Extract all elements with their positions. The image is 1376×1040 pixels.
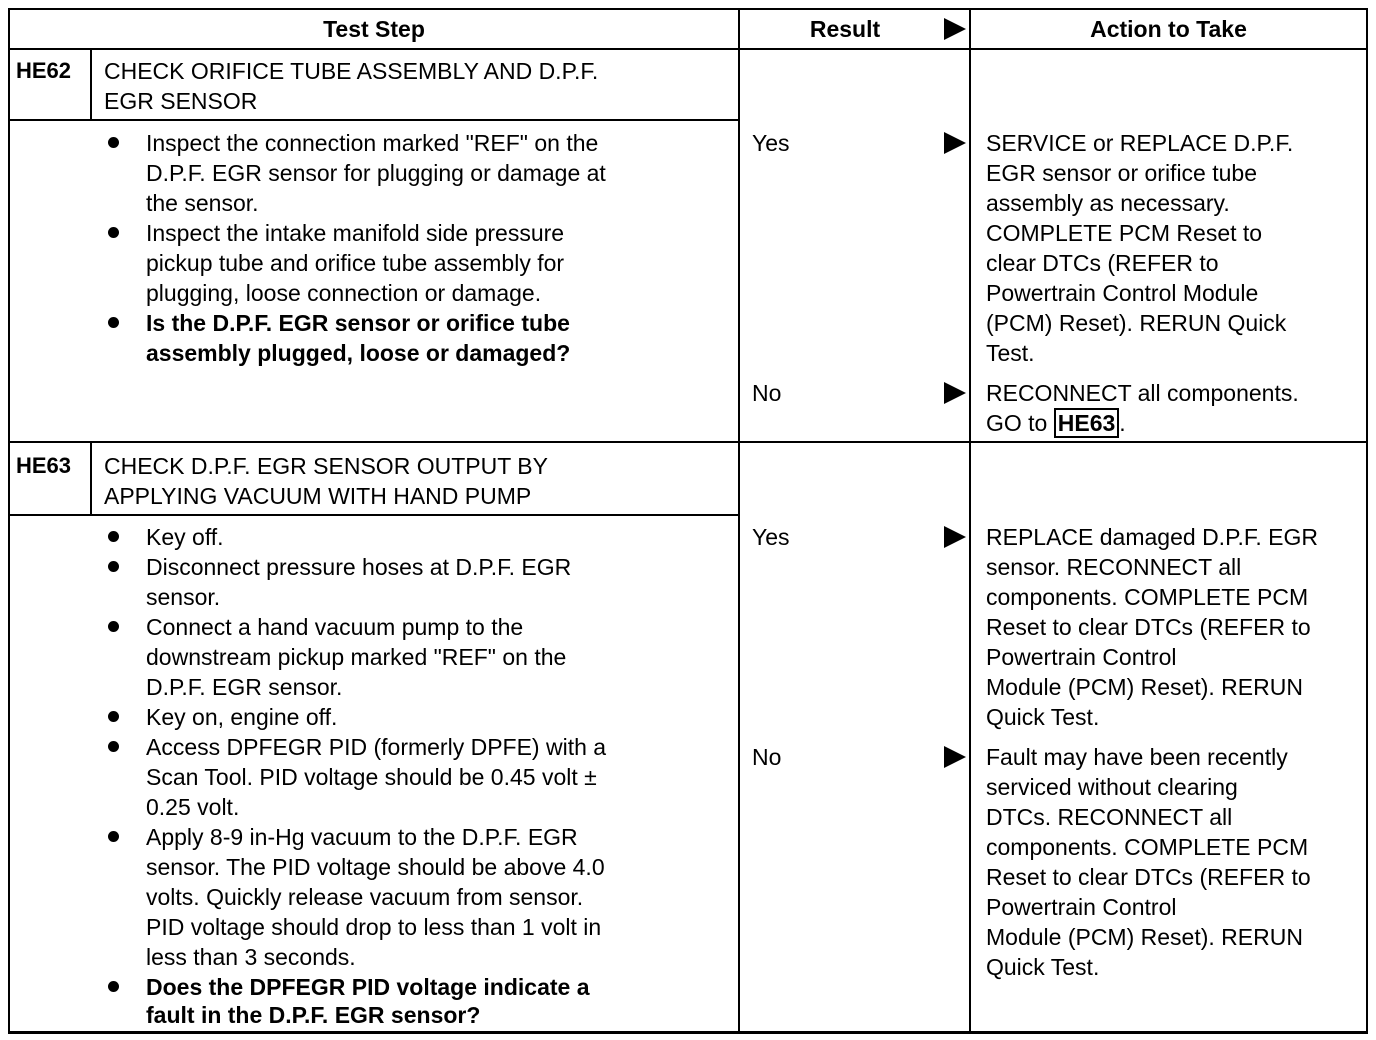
step-instruction-line: Apply 8-9 in-Hg vacuum to the D.P.F. EGR [146,824,578,850]
right-triangle-arrow-icon [944,526,966,548]
step-instruction-line: the sensor. [146,190,259,216]
header-action-to-take: Action to Take [1090,16,1247,42]
step-instruction-line: D.P.F. EGR sensor for plugging or damage at [146,160,606,186]
action-line: components. COMPLETE PCM [986,834,1309,860]
bullet-icon [108,621,119,632]
step-instruction-line: downstream pickup marked "REF" on the [146,644,567,670]
step-instruction-line: pickup tube and orifice tube assembly for [146,250,565,276]
action-line: components. COMPLETE PCM [986,584,1309,610]
step-instruction-line: PID voltage should drop to less than 1 volt in [146,914,602,940]
goto-prefix: GO to [986,410,1048,436]
step-instruction-line: Key off. [146,524,224,550]
action-line: DTCs. RECONNECT all [986,804,1233,830]
step-instruction-line: Connect a hand vacuum pump to the [146,614,524,640]
table-top-border [8,8,1368,10]
step-instruction-line: Inspect the connection marked "REF" on the [146,130,599,156]
table-bottom-border [8,1031,1368,1034]
bullet-icon [108,561,119,572]
right-triangle-arrow-icon [944,132,966,154]
bullet-icon [108,831,119,842]
bullet-icon [108,711,119,722]
bullet-icon [108,137,119,148]
step-id-he62: HE62 [16,58,72,83]
result-no: No [752,744,782,770]
test-step-column-divider [738,8,740,1034]
action-line: Test. [986,340,1035,366]
table-left-border [8,8,10,1034]
action-line: Reset to clear DTCs (REFER to [986,864,1311,890]
step-question-line: Is the D.P.F. EGR sensor or orifice tube [146,310,570,336]
action-line: Quick Test. [986,954,1100,980]
step-id-he63: HE63 [16,453,72,478]
action-line: SERVICE or REPLACE D.P.F. [986,130,1294,156]
step-instruction-line: less than 3 seconds. [146,944,356,970]
action-line: Powertrain Control [986,644,1177,670]
action-line: serviced without clearing [986,774,1238,800]
action-line: EGR sensor or orifice tube [986,160,1258,186]
step-instruction-line: 0.25 volt. [146,794,240,820]
step-instruction-line: Disconnect pressure hoses at D.P.F. EGR [146,554,572,580]
action-line: RECONNECT all components. [986,380,1299,406]
step-divider [8,441,1368,443]
action-line: Reset to clear DTCs (REFER to [986,614,1311,640]
step-title-line: APPLYING VACUUM WITH HAND PUMP [104,483,532,509]
right-triangle-arrow-icon [944,382,966,404]
action-line: Module (PCM) Reset). RERUN [986,674,1303,700]
step-instruction-line: Inspect the intake manifold side pressure [146,220,565,246]
action-line: REPLACE damaged D.P.F. EGR [986,524,1318,550]
he63-id-divider [90,441,92,515]
bullet-icon [108,531,119,542]
bullet-icon [108,317,119,328]
header-test-step: Test Step [323,16,425,42]
step-title-line: CHECK ORIFICE TUBE ASSEMBLY AND D.P.F. [104,58,599,84]
step-title-line: EGR SENSOR [104,88,258,114]
goto-suffix: . [1119,410,1126,436]
step-instruction-line: Key on, engine off. [146,704,338,730]
action-line: clear DTCs (REFER to [986,250,1219,276]
action-line: (PCM) Reset). RERUN Quick [986,310,1287,336]
step-question-line: assembly plugged, loose or damaged? [146,340,571,366]
action-line: assembly as necessary. [986,190,1230,216]
action-line: Quick Test. [986,704,1100,730]
goto-line [986,408,1126,438]
step-instruction-line: sensor. The PID voltage should be above 4.0 [146,854,605,880]
result-no: No [752,380,782,406]
action-line: Module (PCM) Reset). RERUN [986,924,1303,950]
action-line: sensor. RECONNECT all [986,554,1242,580]
step-instruction-line: Scan Tool. PID voltage should be 0.45 volt ± [146,764,597,790]
right-triangle-arrow-icon [944,18,966,40]
step-instruction-line: volts. Quickly release vacuum from sensor. [146,884,584,910]
right-triangle-arrow-icon [944,746,966,768]
he62-title-underline [8,119,740,121]
action-line: Powertrain Control [986,894,1177,920]
step-question-line: fault in the D.P.F. EGR sensor? [146,1002,481,1028]
result-column-divider [969,8,971,1034]
step-instruction-line: Access DPFEGR PID (formerly DPFE) with a [146,734,607,760]
step-instruction-line: sensor. [146,584,221,610]
bullet-icon [108,741,119,752]
bullet-icon [108,227,119,238]
step-question-line: Does the DPFEGR PID voltage indicate a [146,974,590,1000]
bullet-icon [108,981,119,992]
table-right-border [1366,8,1368,1034]
step-title-line: CHECK D.P.F. EGR SENSOR OUTPUT BY [104,453,548,479]
action-line: COMPLETE PCM Reset to [986,220,1263,246]
result-yes: Yes [752,524,790,550]
step-instruction-line: plugging, loose connection or damage. [146,280,542,306]
header-result: Result [809,16,881,42]
action-line: Fault may have been recently [986,744,1288,770]
he63-title-underline [8,514,740,516]
action-line: Powertrain Control Module [986,280,1259,306]
he62-id-divider [90,48,92,120]
step-instruction-line: D.P.F. EGR sensor. [146,674,343,700]
goto-step-link-he63[interactable]: HE63 [1054,408,1120,438]
result-yes: Yes [752,130,790,156]
header-bottom-border [8,48,1368,50]
